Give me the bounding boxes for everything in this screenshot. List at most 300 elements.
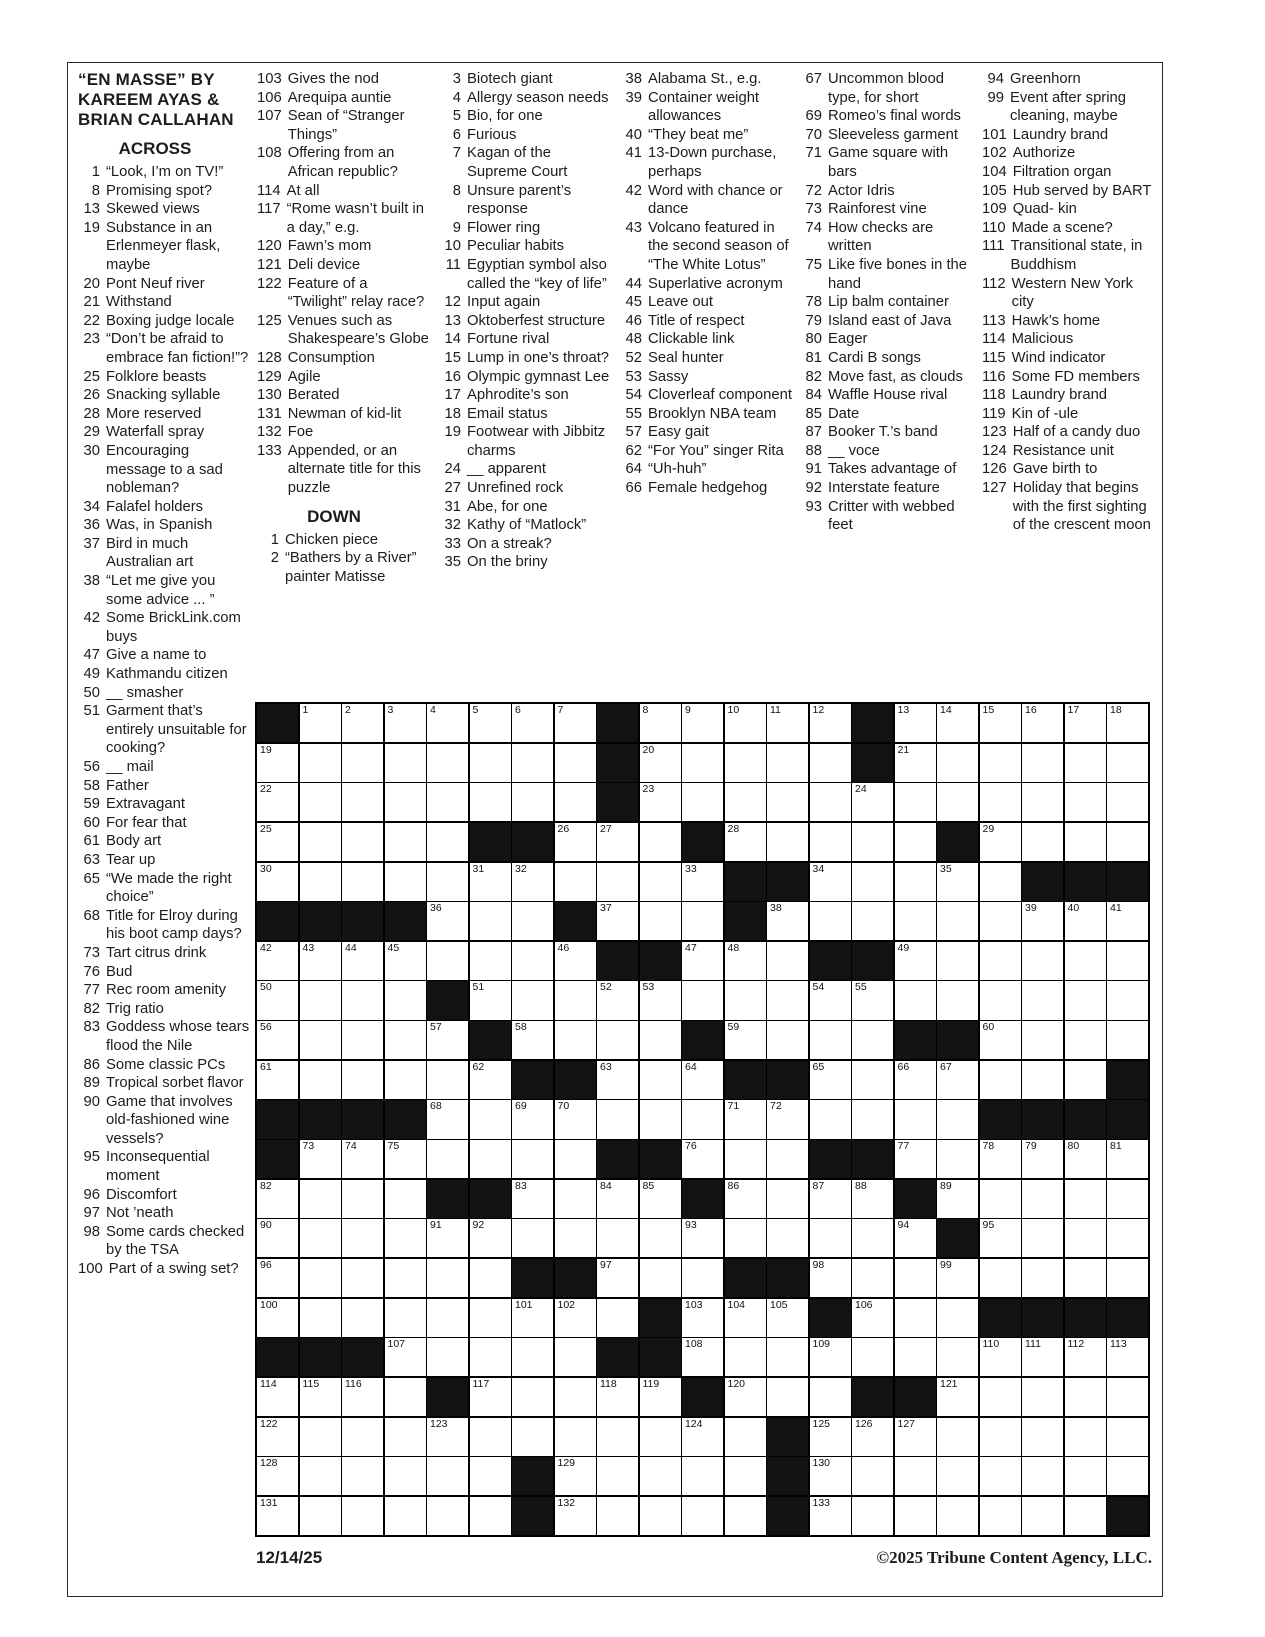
grid-cell[interactable]: [810, 1259, 851, 1297]
grid-cell[interactable]: [257, 783, 298, 821]
grid-cell[interactable]: [257, 1497, 298, 1535]
grid-cell[interactable]: [342, 1299, 383, 1337]
grid-cell[interactable]: [640, 1021, 681, 1059]
grid-cell[interactable]: [1022, 1219, 1063, 1257]
grid-cell[interactable]: [810, 1100, 851, 1138]
grid-cell[interactable]: [385, 823, 426, 861]
grid-cell[interactable]: [300, 1021, 341, 1059]
grid-cell[interactable]: [512, 863, 553, 901]
grid-cell[interactable]: [725, 942, 766, 980]
grid-cell[interactable]: [895, 1140, 936, 1178]
grid-cell[interactable]: [852, 1061, 893, 1099]
grid-cell[interactable]: [385, 704, 426, 742]
grid-cell[interactable]: [1065, 744, 1106, 782]
grid-cell[interactable]: [470, 1100, 511, 1138]
grid-cell[interactable]: [937, 1180, 978, 1218]
grid-cell[interactable]: [427, 1140, 468, 1178]
grid-cell[interactable]: [937, 1061, 978, 1099]
grid-cell[interactable]: [895, 704, 936, 742]
grid-cell[interactable]: [810, 1061, 851, 1099]
grid-cell[interactable]: [342, 1021, 383, 1059]
grid-cell[interactable]: [980, 1259, 1021, 1297]
grid-cell[interactable]: [342, 823, 383, 861]
grid-cell[interactable]: [980, 783, 1021, 821]
grid-cell[interactable]: [427, 902, 468, 940]
grid-cell[interactable]: [470, 1457, 511, 1495]
grid-cell[interactable]: [1022, 783, 1063, 821]
grid-cell[interactable]: [1065, 981, 1106, 1019]
grid-cell[interactable]: [725, 981, 766, 1019]
grid-cell[interactable]: [1107, 1457, 1148, 1495]
grid-cell[interactable]: [810, 823, 851, 861]
grid-cell[interactable]: [767, 1378, 808, 1416]
grid-cell[interactable]: [980, 744, 1021, 782]
grid-cell[interactable]: [1065, 942, 1106, 980]
grid-cell[interactable]: [682, 1418, 723, 1456]
grid-cell[interactable]: [300, 981, 341, 1019]
grid-cell[interactable]: [427, 1418, 468, 1456]
grid-cell[interactable]: [555, 1100, 596, 1138]
grid-cell[interactable]: [725, 1457, 766, 1495]
grid-cell[interactable]: [470, 902, 511, 940]
grid-cell[interactable]: [980, 1497, 1021, 1535]
grid-cell[interactable]: [1107, 1418, 1148, 1456]
grid-cell[interactable]: [682, 783, 723, 821]
grid-cell[interactable]: [640, 1497, 681, 1535]
grid-cell[interactable]: [300, 1418, 341, 1456]
grid-cell[interactable]: [980, 981, 1021, 1019]
grid-cell[interactable]: [342, 1497, 383, 1535]
grid-cell[interactable]: [257, 981, 298, 1019]
grid-cell[interactable]: [1107, 1180, 1148, 1218]
grid-cell[interactable]: [767, 744, 808, 782]
grid-cell[interactable]: [257, 942, 298, 980]
grid-cell[interactable]: [895, 1219, 936, 1257]
grid-cell[interactable]: [1065, 1180, 1106, 1218]
grid-cell[interactable]: [767, 981, 808, 1019]
grid-cell[interactable]: [385, 981, 426, 1019]
grid-cell[interactable]: [257, 863, 298, 901]
grid-cell[interactable]: [895, 744, 936, 782]
grid-cell[interactable]: [980, 1457, 1021, 1495]
grid-cell[interactable]: [682, 863, 723, 901]
grid-cell[interactable]: [470, 1140, 511, 1178]
grid-cell[interactable]: [427, 704, 468, 742]
grid-cell[interactable]: [810, 981, 851, 1019]
grid-cell[interactable]: [427, 942, 468, 980]
grid-cell[interactable]: [937, 1418, 978, 1456]
grid-cell[interactable]: [300, 783, 341, 821]
grid-cell[interactable]: [895, 1299, 936, 1337]
grid-cell[interactable]: [470, 1418, 511, 1456]
grid-cell[interactable]: [895, 783, 936, 821]
grid-cell[interactable]: [597, 1457, 638, 1495]
grid-cell[interactable]: [385, 1140, 426, 1178]
grid-cell[interactable]: [342, 942, 383, 980]
grid-cell[interactable]: [342, 1061, 383, 1099]
grid-cell[interactable]: [1022, 1338, 1063, 1376]
grid-cell[interactable]: [1107, 981, 1148, 1019]
grid-cell[interactable]: [725, 704, 766, 742]
grid-cell[interactable]: [682, 942, 723, 980]
grid-cell[interactable]: [1107, 1219, 1148, 1257]
grid-cell[interactable]: [385, 1299, 426, 1337]
grid-cell[interactable]: [980, 942, 1021, 980]
grid-cell[interactable]: [555, 1497, 596, 1535]
grid-cell[interactable]: [597, 1299, 638, 1337]
grid-cell[interactable]: [937, 1378, 978, 1416]
grid-cell[interactable]: [300, 1497, 341, 1535]
grid-cell[interactable]: [640, 1219, 681, 1257]
grid-cell[interactable]: [512, 704, 553, 742]
grid-cell[interactable]: [895, 823, 936, 861]
grid-cell[interactable]: [852, 1100, 893, 1138]
grid-cell[interactable]: [682, 1497, 723, 1535]
grid-cell[interactable]: [385, 1259, 426, 1297]
grid-cell[interactable]: [852, 1219, 893, 1257]
grid-cell[interactable]: [895, 1457, 936, 1495]
grid-cell[interactable]: [555, 1457, 596, 1495]
grid-cell[interactable]: [980, 1378, 1021, 1416]
grid-cell[interactable]: [385, 942, 426, 980]
grid-cell[interactable]: [342, 863, 383, 901]
grid-cell[interactable]: [937, 863, 978, 901]
grid-cell[interactable]: [427, 823, 468, 861]
grid-cell[interactable]: [1065, 1021, 1106, 1059]
grid-cell[interactable]: [1065, 902, 1106, 940]
grid-cell[interactable]: [300, 704, 341, 742]
grid-cell[interactable]: [682, 1299, 723, 1337]
grid-cell[interactable]: [937, 1299, 978, 1337]
grid-cell[interactable]: [470, 1061, 511, 1099]
grid-cell[interactable]: [342, 1418, 383, 1456]
grid-cell[interactable]: [385, 1378, 426, 1416]
grid-cell[interactable]: [512, 981, 553, 1019]
grid-cell[interactable]: [725, 1021, 766, 1059]
grid-cell[interactable]: [640, 902, 681, 940]
grid-cell[interactable]: [937, 1259, 978, 1297]
grid-cell[interactable]: [1107, 823, 1148, 861]
grid-cell[interactable]: [682, 902, 723, 940]
grid-cell[interactable]: [470, 1219, 511, 1257]
grid-cell[interactable]: [810, 744, 851, 782]
grid-cell[interactable]: [385, 1457, 426, 1495]
grid-cell[interactable]: [810, 1497, 851, 1535]
grid-cell[interactable]: [597, 823, 638, 861]
grid-cell[interactable]: [725, 1378, 766, 1416]
grid-cell[interactable]: [1107, 744, 1148, 782]
grid-cell[interactable]: [1065, 704, 1106, 742]
grid-cell[interactable]: [852, 823, 893, 861]
grid-cell[interactable]: [767, 1100, 808, 1138]
grid-cell[interactable]: [937, 981, 978, 1019]
grid-cell[interactable]: [895, 1338, 936, 1376]
grid-cell[interactable]: [937, 1140, 978, 1178]
grid-cell[interactable]: [1065, 1061, 1106, 1099]
grid-cell[interactable]: [852, 1021, 893, 1059]
grid-cell[interactable]: [937, 783, 978, 821]
grid-cell[interactable]: [597, 1497, 638, 1535]
grid-cell[interactable]: [555, 1180, 596, 1218]
grid-cell[interactable]: [342, 1457, 383, 1495]
grid-cell[interactable]: [385, 863, 426, 901]
grid-cell[interactable]: [810, 1338, 851, 1376]
grid-cell[interactable]: [555, 942, 596, 980]
grid-cell[interactable]: [385, 1418, 426, 1456]
grid-cell[interactable]: [1022, 1497, 1063, 1535]
grid-cell[interactable]: [895, 981, 936, 1019]
grid-cell[interactable]: [512, 942, 553, 980]
grid-cell[interactable]: [1022, 823, 1063, 861]
grid-cell[interactable]: [385, 744, 426, 782]
grid-cell[interactable]: [852, 981, 893, 1019]
grid-cell[interactable]: [555, 1299, 596, 1337]
grid-cell[interactable]: [1065, 1338, 1106, 1376]
grid-cell[interactable]: [980, 902, 1021, 940]
grid-cell[interactable]: [1107, 1378, 1148, 1416]
grid-cell[interactable]: [810, 902, 851, 940]
grid-cell[interactable]: [767, 823, 808, 861]
grid-cell[interactable]: [640, 1100, 681, 1138]
grid-cell[interactable]: [470, 1299, 511, 1337]
grid-cell[interactable]: [1022, 744, 1063, 782]
grid-cell[interactable]: [257, 1259, 298, 1297]
grid-cell[interactable]: [1107, 1338, 1148, 1376]
grid-cell[interactable]: [1065, 1457, 1106, 1495]
grid-cell[interactable]: [597, 1021, 638, 1059]
grid-cell[interactable]: [257, 1061, 298, 1099]
grid-cell[interactable]: [597, 1180, 638, 1218]
grid-cell[interactable]: [1065, 1259, 1106, 1297]
grid-cell[interactable]: [767, 1219, 808, 1257]
grid-cell[interactable]: [342, 704, 383, 742]
grid-cell[interactable]: [1107, 1021, 1148, 1059]
grid-cell[interactable]: [342, 1180, 383, 1218]
grid-cell[interactable]: [470, 863, 511, 901]
grid-cell[interactable]: [767, 1299, 808, 1337]
grid-cell[interactable]: [385, 1497, 426, 1535]
grid-cell[interactable]: [597, 902, 638, 940]
grid-cell[interactable]: [725, 1338, 766, 1376]
grid-cell[interactable]: [597, 1061, 638, 1099]
grid-cell[interactable]: [1065, 1219, 1106, 1257]
grid-cell[interactable]: [300, 1140, 341, 1178]
grid-cell[interactable]: [257, 1219, 298, 1257]
grid-cell[interactable]: [852, 1180, 893, 1218]
grid-cell[interactable]: [470, 1259, 511, 1297]
grid-cell[interactable]: [810, 704, 851, 742]
grid-cell[interactable]: [640, 1378, 681, 1416]
grid-cell[interactable]: [682, 1219, 723, 1257]
grid-cell[interactable]: [257, 823, 298, 861]
grid-cell[interactable]: [300, 1378, 341, 1416]
grid-cell[interactable]: [810, 863, 851, 901]
grid-cell[interactable]: [640, 1457, 681, 1495]
grid-cell[interactable]: [470, 981, 511, 1019]
grid-cell[interactable]: [937, 1497, 978, 1535]
grid-cell[interactable]: [300, 1061, 341, 1099]
grid-cell[interactable]: [725, 1180, 766, 1218]
grid-cell[interactable]: [682, 981, 723, 1019]
grid-cell[interactable]: [1065, 823, 1106, 861]
grid-cell[interactable]: [725, 783, 766, 821]
grid-cell[interactable]: [342, 1259, 383, 1297]
grid-cell[interactable]: [682, 1338, 723, 1376]
grid-cell[interactable]: [512, 1180, 553, 1218]
grid-cell[interactable]: [937, 1457, 978, 1495]
grid-cell[interactable]: [725, 1299, 766, 1337]
grid-cell[interactable]: [257, 1418, 298, 1456]
grid-cell[interactable]: [767, 902, 808, 940]
grid-cell[interactable]: [385, 1021, 426, 1059]
grid-cell[interactable]: [597, 981, 638, 1019]
grid-cell[interactable]: [725, 1100, 766, 1138]
grid-cell[interactable]: [427, 1299, 468, 1337]
grid-cell[interactable]: [810, 1418, 851, 1456]
grid-cell[interactable]: [512, 1219, 553, 1257]
grid-cell[interactable]: [385, 1219, 426, 1257]
grid-cell[interactable]: [300, 823, 341, 861]
grid-cell[interactable]: [937, 902, 978, 940]
grid-cell[interactable]: [1107, 704, 1148, 742]
grid-cell[interactable]: [512, 1100, 553, 1138]
grid-cell[interactable]: [980, 1140, 1021, 1178]
grid-cell[interactable]: [427, 1021, 468, 1059]
grid-cell[interactable]: [427, 1100, 468, 1138]
grid-cell[interactable]: [810, 1021, 851, 1059]
grid-cell[interactable]: [682, 1259, 723, 1297]
grid-cell[interactable]: [385, 1180, 426, 1218]
grid-cell[interactable]: [257, 1021, 298, 1059]
grid-cell[interactable]: [257, 744, 298, 782]
grid-cell[interactable]: [427, 1061, 468, 1099]
grid-cell[interactable]: [257, 1299, 298, 1337]
grid-cell[interactable]: [640, 863, 681, 901]
grid-cell[interactable]: [257, 1457, 298, 1495]
grid-cell[interactable]: [555, 704, 596, 742]
grid-cell[interactable]: [512, 902, 553, 940]
grid-cell[interactable]: [852, 1299, 893, 1337]
grid-cell[interactable]: [1107, 1140, 1148, 1178]
grid-cell[interactable]: [895, 1100, 936, 1138]
grid-cell[interactable]: [895, 1259, 936, 1297]
grid-cell[interactable]: [342, 981, 383, 1019]
grid-cell[interactable]: [597, 1219, 638, 1257]
grid-cell[interactable]: [512, 783, 553, 821]
grid-cell[interactable]: [682, 704, 723, 742]
grid-cell[interactable]: [427, 1497, 468, 1535]
grid-cell[interactable]: [300, 1180, 341, 1218]
grid-cell[interactable]: [385, 1338, 426, 1376]
grid-cell[interactable]: [682, 744, 723, 782]
grid-cell[interactable]: [980, 1219, 1021, 1257]
grid-cell[interactable]: [895, 1497, 936, 1535]
grid-cell[interactable]: [427, 783, 468, 821]
grid-cell[interactable]: [597, 1259, 638, 1297]
grid-cell[interactable]: [1107, 1259, 1148, 1297]
grid-cell[interactable]: [1022, 1021, 1063, 1059]
grid-cell[interactable]: [682, 1140, 723, 1178]
grid-cell[interactable]: [1022, 1180, 1063, 1218]
grid-cell[interactable]: [1022, 1418, 1063, 1456]
grid-cell[interactable]: [980, 823, 1021, 861]
grid-cell[interactable]: [895, 1418, 936, 1456]
grid-cell[interactable]: [1022, 1259, 1063, 1297]
grid-cell[interactable]: [937, 1338, 978, 1376]
grid-cell[interactable]: [1022, 1061, 1063, 1099]
grid-cell[interactable]: [555, 1140, 596, 1178]
grid-cell[interactable]: [512, 1140, 553, 1178]
grid-cell[interactable]: [1022, 981, 1063, 1019]
grid-cell[interactable]: [342, 1378, 383, 1416]
grid-cell[interactable]: [767, 942, 808, 980]
grid-cell[interactable]: [980, 1180, 1021, 1218]
grid-cell[interactable]: [937, 744, 978, 782]
grid-cell[interactable]: [725, 823, 766, 861]
grid-cell[interactable]: [640, 981, 681, 1019]
grid-cell[interactable]: [980, 863, 1021, 901]
grid-cell[interactable]: [937, 1100, 978, 1138]
grid-cell[interactable]: [810, 1457, 851, 1495]
grid-cell[interactable]: [300, 942, 341, 980]
grid-cell[interactable]: [555, 981, 596, 1019]
grid-cell[interactable]: [980, 1418, 1021, 1456]
grid-cell[interactable]: [895, 902, 936, 940]
grid-cell[interactable]: [512, 1299, 553, 1337]
grid-cell[interactable]: [1022, 942, 1063, 980]
grid-cell[interactable]: [1065, 1140, 1106, 1178]
grid-cell[interactable]: [937, 942, 978, 980]
grid-cell[interactable]: [342, 744, 383, 782]
grid-cell[interactable]: [300, 1299, 341, 1337]
grid-cell[interactable]: [767, 704, 808, 742]
grid-cell[interactable]: [1065, 1418, 1106, 1456]
grid-cell[interactable]: [725, 1219, 766, 1257]
grid-cell[interactable]: [640, 1061, 681, 1099]
grid-cell[interactable]: [512, 1418, 553, 1456]
grid-cell[interactable]: [470, 1338, 511, 1376]
grid-cell[interactable]: [725, 1418, 766, 1456]
grid-cell[interactable]: [767, 783, 808, 821]
grid-cell[interactable]: [980, 704, 1021, 742]
grid-cell[interactable]: [852, 1418, 893, 1456]
grid-cell[interactable]: [1022, 902, 1063, 940]
grid-cell[interactable]: [1022, 1140, 1063, 1178]
grid-cell[interactable]: [427, 744, 468, 782]
grid-cell[interactable]: [300, 1219, 341, 1257]
grid-cell[interactable]: [300, 744, 341, 782]
grid-cell[interactable]: [682, 1061, 723, 1099]
grid-cell[interactable]: [597, 1378, 638, 1416]
grid-cell[interactable]: [895, 1061, 936, 1099]
grid-cell[interactable]: [555, 863, 596, 901]
grid-cell[interactable]: [300, 1457, 341, 1495]
grid-cell[interactable]: [810, 1180, 851, 1218]
grid-cell[interactable]: [597, 1100, 638, 1138]
grid-cell[interactable]: [1022, 704, 1063, 742]
grid-cell[interactable]: [895, 942, 936, 980]
grid-cell[interactable]: [640, 823, 681, 861]
grid-cell[interactable]: [895, 863, 936, 901]
grid-cell[interactable]: [852, 1457, 893, 1495]
grid-cell[interactable]: [725, 1140, 766, 1178]
grid-cell[interactable]: [470, 783, 511, 821]
grid-cell[interactable]: [767, 1021, 808, 1059]
grid-cell[interactable]: [555, 783, 596, 821]
grid-cell[interactable]: [810, 1219, 851, 1257]
grid-cell[interactable]: [470, 1497, 511, 1535]
grid-cell[interactable]: [1065, 1378, 1106, 1416]
